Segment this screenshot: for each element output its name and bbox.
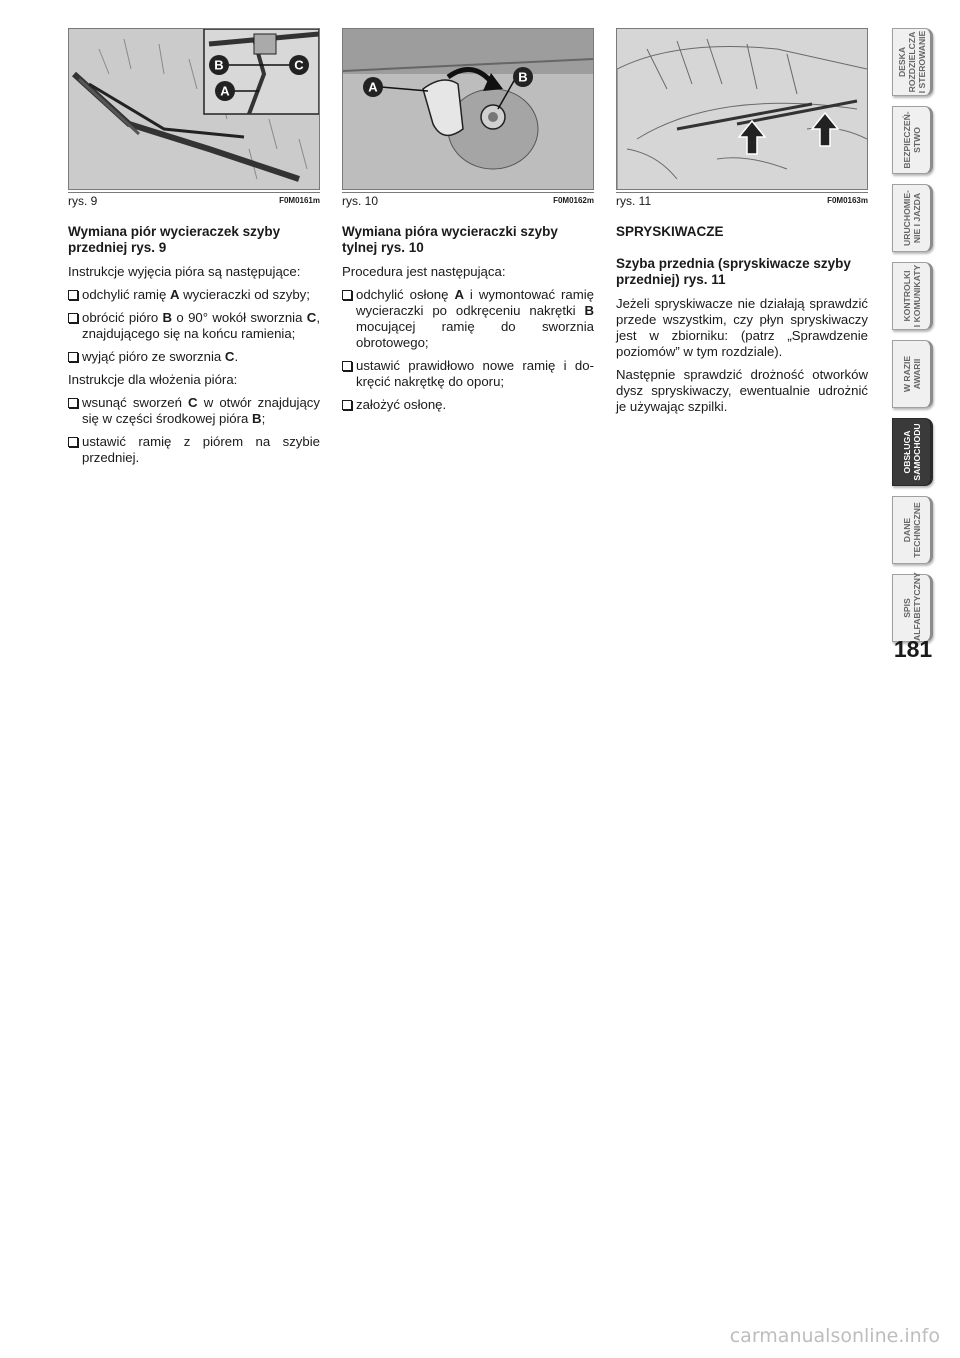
checkbox-bullet-icon (68, 313, 78, 323)
windscreen-washer-illustration (617, 29, 867, 189)
column-washers (616, 224, 868, 422)
figure-caption-rys-11 (616, 192, 868, 209)
tab-w-razie-awarii[interactable]: W RAZIE AWARII (892, 340, 933, 408)
paragraph: Następnie sprawdzić drożność otworków dysz spryskiwaczy, ewentualnie udrożnić je używając szpilki. (616, 367, 868, 414)
wiper-blade-illustration (69, 29, 319, 189)
list-item: odchylić osłonę A i wymontować ramię wycieraczki po odkręceniu nakrętki B mocującej ramię do sworznia obrotowego; (342, 287, 594, 351)
section-title: SPRYSKIWACZE (616, 224, 724, 239)
tab-deska-rozdzielcza[interactable]: DESKA ROZDZIELCZA I STEROWANIE (892, 28, 933, 96)
checkbox-bullet-icon (342, 400, 352, 410)
rear-wiper-illustration (343, 29, 593, 189)
figure-rys-9 (68, 28, 320, 190)
figure-label: rys. 9 (68, 194, 98, 208)
list-item: odchylić ramię A wycieraczki od szyby; (68, 287, 320, 303)
checkbox-bullet-icon (68, 290, 78, 300)
tab-uruchomienie[interactable]: URUCHOMIE- NIE I JAZDA (892, 184, 933, 252)
removal-steps (68, 287, 320, 365)
list-item: ustawić prawidłowo nowe ramię i dokręcić nakrętkę do oporu; (342, 358, 594, 390)
callout-a: A (368, 79, 378, 95)
checkbox-bullet-icon (342, 361, 352, 371)
figure-code: F0M0163m (827, 196, 868, 205)
paragraph: Jeżeli spryskiwacze nie działają sprawdzić przede wszystkim, czy płyn spryskiwaczy jest w zbiorniku: (patrz „Sprawdzenie poziomów” w tym rozdziale). (616, 296, 868, 359)
checkbox-bullet-icon (68, 352, 78, 362)
figure-code: F0M0162m (553, 196, 594, 205)
page-number: 181 (893, 636, 933, 662)
tab-bezpieczenstwo[interactable]: BEZPIECZEŃ- STWO (892, 106, 933, 174)
section-heading: Wymiana pióra wycieraczki szyby tylnej rys. 10 (342, 224, 558, 255)
callout-b: B (214, 57, 224, 73)
tab-spis-alfabetyczny[interactable]: SPIS ALFABETYCZNY (892, 574, 933, 642)
checkbox-bullet-icon (342, 290, 352, 300)
section-heading: Wymiana piór wycieraczek szyby przedniej rys. 9 (68, 224, 281, 255)
procedure-steps (342, 287, 594, 413)
checkbox-bullet-icon (68, 398, 78, 408)
section-heading: Szyba przednia (spryskiwacze szyby przedniej) rys. 11 (616, 256, 851, 287)
callout-a: A (220, 83, 230, 99)
list-item: wyjąć pióro ze sworznia C. (68, 349, 320, 365)
watermark: carmanualsonline.info (729, 1325, 940, 1347)
list-item: założyć osłonę. (342, 397, 594, 413)
list-item: ustawić ramię z piórem na szybie przedniej. (68, 434, 320, 466)
figure-rys-10 (342, 28, 594, 190)
paragraph: Instrukcje dla włożenia pióra: (68, 372, 238, 387)
callout-b: B (518, 69, 528, 85)
callout-c: C (294, 57, 304, 73)
list-item: obrócić pióro B o 90° wokół sworznia C, znajdującego się na końcu ramienia; (68, 310, 320, 342)
figure-label: rys. 11 (616, 194, 652, 208)
paragraph: Instrukcje wyjęcia pióra są następujące: (68, 264, 301, 279)
column-rear-wiper-blade (342, 224, 594, 420)
tab-kontrolki[interactable]: KONTROLKI I KOMUNIKATY (892, 262, 933, 330)
figure-caption-rys-9 (68, 192, 320, 209)
tab-dane-techniczne[interactable]: DANE TECHNICZNE (892, 496, 933, 564)
list-item: wsunąć sworzeń C w otwór znajdujący się w części środkowej pióra B; (68, 395, 320, 427)
column-front-wiper-blades (68, 224, 320, 473)
tab-obsluga-samochodu[interactable]: OBSŁUGA SAMOCHODU (892, 418, 933, 486)
figure-rys-11 (616, 28, 868, 190)
figure-caption-rys-10 (342, 192, 594, 209)
figure-code: F0M0161m (279, 196, 320, 205)
checkbox-bullet-icon (68, 437, 78, 447)
paragraph: Procedura jest następująca: (342, 264, 506, 279)
insertion-steps (68, 395, 320, 466)
chapter-tabs (892, 28, 933, 652)
figure-label: rys. 10 (342, 194, 379, 208)
